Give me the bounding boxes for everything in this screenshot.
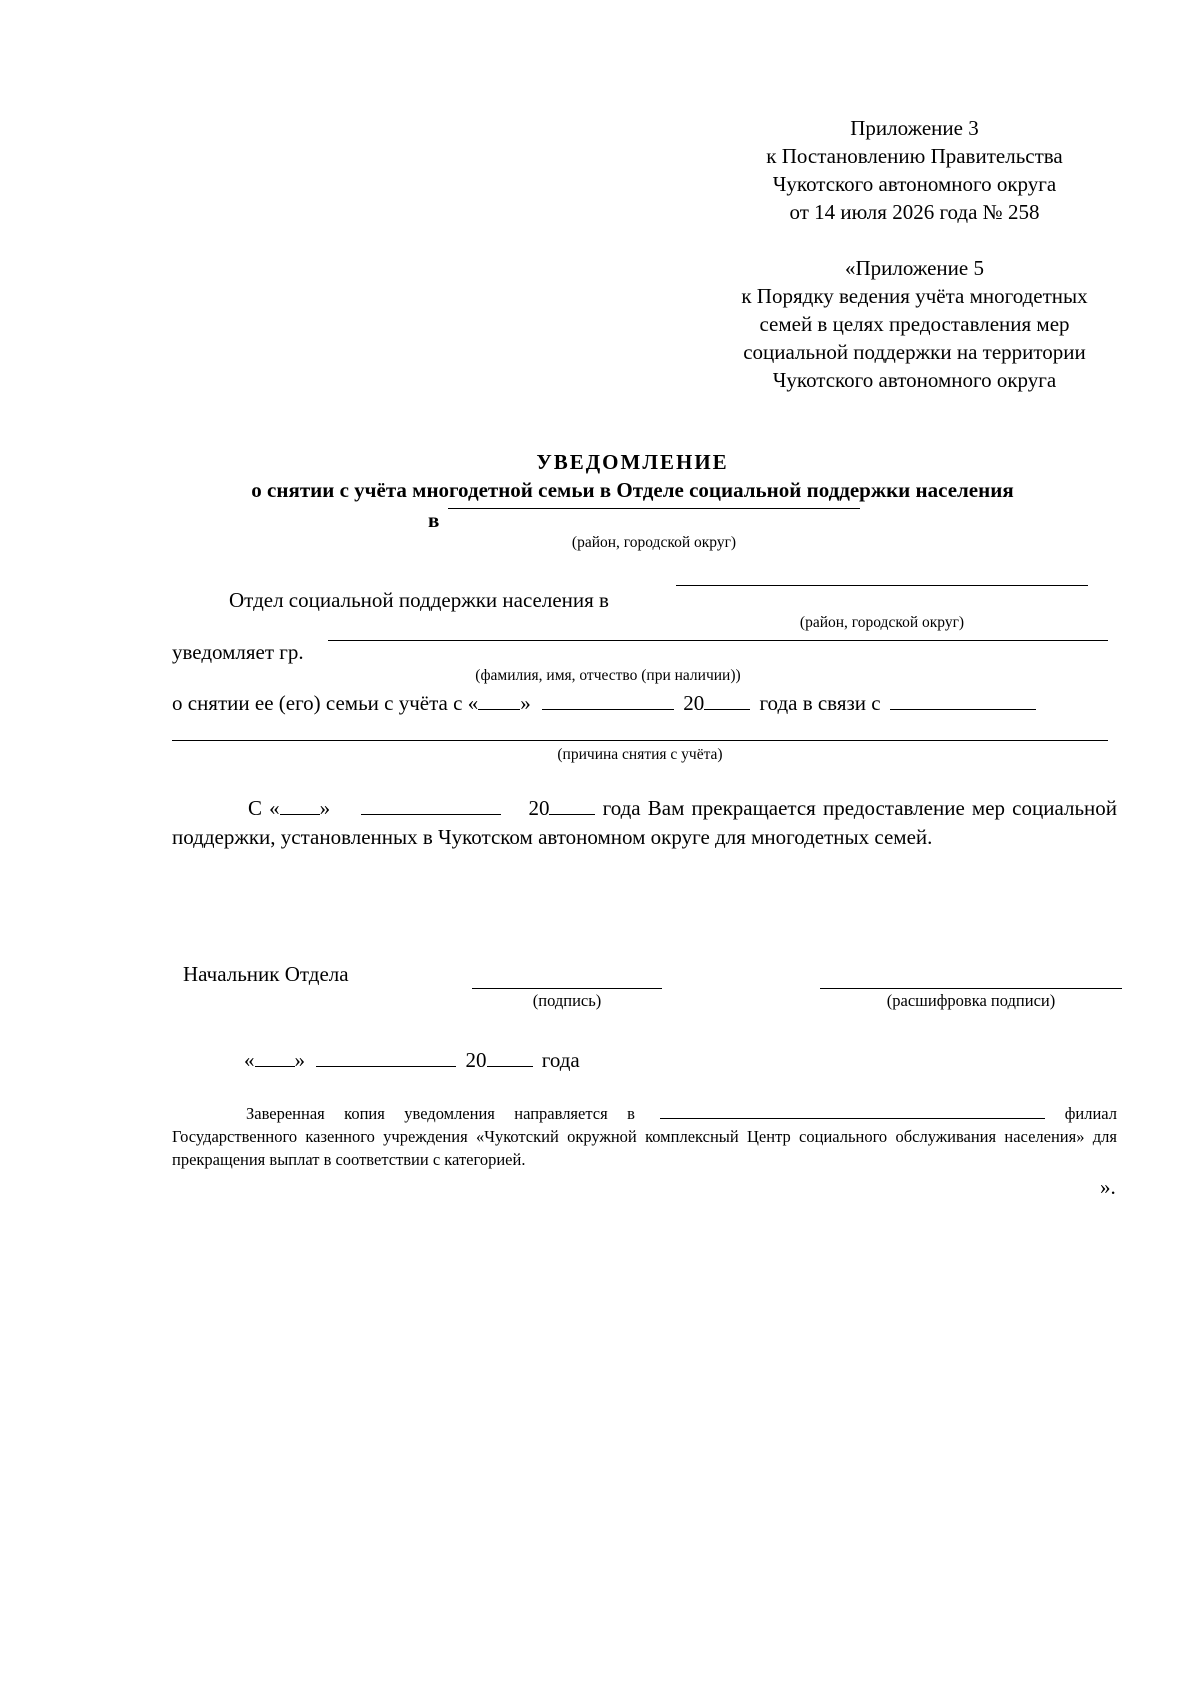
document-subtitle: о снятии с учёта многодетной семьи в Отделе социальной поддержки населения: [251, 478, 1014, 502]
decryption-blank[interactable]: [820, 988, 1122, 989]
department-district-hint: (район, городской округ): [799, 614, 965, 631]
termination-month-blank[interactable]: [361, 797, 501, 815]
sub-appendix-line: социальной поддержки на территории: [743, 340, 1086, 364]
sub-appendix-line: семей в целях предоставления мер: [759, 312, 1070, 336]
closing-quote: ».: [1100, 1175, 1116, 1199]
termination-year-blank[interactable]: [549, 797, 595, 815]
department-district-blank[interactable]: [676, 585, 1088, 586]
appendix-line: от 14 июля 2026 года № 258: [789, 200, 1040, 224]
sub-appendix-title: «Приложение 5: [845, 256, 984, 280]
sub-appendix-line: к Порядку ведения учёта многодетных: [741, 284, 1088, 308]
title-district-hint: (район, городской округ): [571, 534, 737, 551]
title-district-blank[interactable]: [448, 508, 860, 509]
title-prefix: в: [428, 508, 440, 532]
sub-appendix-line: Чукотского автономного округа: [772, 368, 1057, 392]
sign-month-blank[interactable]: [316, 1049, 456, 1067]
signature-hint: (подпись): [532, 991, 602, 1010]
reason-start-blank[interactable]: [890, 692, 1036, 710]
position-title: Начальник Отдела: [183, 962, 349, 986]
signature-date: « » 20 года: [244, 1048, 580, 1072]
sub-appendix-header: [682, 254, 1147, 394]
termination-paragraph: С « » 20 года Вам прекращается предоставление мер социальной поддержки, установленных в Чукотском автономном округе для многодетных семей.: [172, 796, 1118, 849]
sign-day-blank[interactable]: [255, 1049, 295, 1067]
signature-blank[interactable]: [472, 988, 662, 989]
certified-copy-note: Заверенная копия уведомления направляется в филиал Государственного казенного учреждения «Чукотский окружной комплексный Центр социального обслуживания населения» для прекращения выплат в соответствии с категорией.: [172, 1101, 1117, 1171]
reason-blank[interactable]: [172, 740, 1108, 741]
appendix-title: Приложение 3: [850, 116, 979, 140]
appendix-line: Чукотского автономного округа: [772, 172, 1057, 196]
department-text: Отдел социальной поддержки населения в: [229, 588, 609, 612]
notify-citizen-text: уведомляет гр.: [172, 640, 304, 664]
sign-year-blank[interactable]: [487, 1049, 533, 1067]
citizen-name-blank[interactable]: [328, 640, 1108, 641]
decryption-hint: (расшифровка подписи): [886, 991, 1056, 1010]
branch-blank[interactable]: [660, 1101, 1045, 1119]
appendix-line: к Постановлению Правительства: [766, 144, 1063, 168]
citizen-name-hint: (фамилия, имя, отчество (при наличии)): [475, 667, 741, 684]
appendix-header: [712, 114, 1117, 226]
year-blank[interactable]: [704, 692, 750, 710]
document-title: УВЕДОМЛЕНИЕ: [536, 450, 729, 474]
deregistration-line: о снятии ее (его) семьи с учёта с « » 20 года в связи с: [172, 689, 1036, 717]
month-blank[interactable]: [542, 692, 674, 710]
day-blank[interactable]: [478, 692, 520, 710]
termination-day-blank[interactable]: [280, 797, 320, 815]
reason-hint: (причина снятия с учёта): [557, 746, 723, 763]
